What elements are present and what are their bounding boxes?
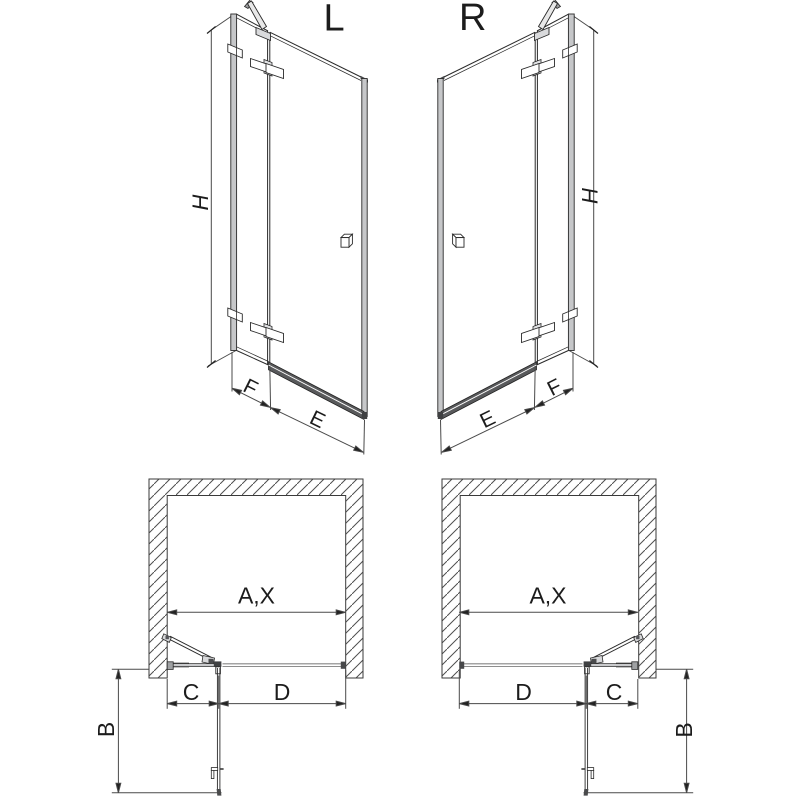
wall-profile	[231, 14, 237, 351]
opening-label-left: A,X	[237, 582, 276, 609]
perspective-view-right	[437, 1, 598, 455]
door-edge-profile	[362, 79, 367, 417]
height-label-left: H	[188, 194, 213, 211]
fixed-width-label-right: F	[543, 374, 566, 401]
door-segment-label-right: D	[515, 679, 532, 705]
depth-label-left: B	[92, 721, 119, 738]
plan-view-right	[459, 610, 693, 796]
door-hinge-bottom	[251, 323, 284, 343]
plan-left-walls	[149, 479, 363, 678]
plan-right-walls	[442, 479, 656, 678]
fixed-segment-label-left: C	[182, 679, 200, 705]
door-handle	[341, 234, 352, 247]
door-closed-position	[223, 662, 346, 669]
height-label-right: H	[577, 188, 603, 204]
door-panel	[269, 32, 369, 419]
door-hinge-top	[251, 59, 284, 79]
rail-end-cap	[362, 412, 367, 419]
support-bar-clamp	[256, 28, 271, 41]
hinge-edge	[268, 31, 270, 366]
plan-view-left	[112, 610, 346, 796]
depth-label-right: B	[671, 722, 697, 738]
perspective-view-left	[207, 1, 368, 455]
variant-label-right: R	[459, 0, 487, 39]
door-segment-label-left: D	[273, 679, 291, 705]
door-width-label-right: E	[476, 406, 499, 434]
support-bar-plan	[162, 634, 215, 665]
depth-dimension	[112, 669, 222, 793]
magnet-profile	[341, 662, 346, 669]
fixed-width-label-left: F	[239, 374, 262, 401]
labels	[93, 0, 697, 738]
open-door-plan	[211, 668, 223, 796]
variant-label-left: L	[323, 0, 345, 40]
opening-label-right: A,X	[529, 582, 567, 609]
door-width-label-left: E	[306, 406, 329, 434]
fixed-segment-label-right: C	[605, 679, 623, 705]
opening-dimension	[167, 610, 346, 615]
